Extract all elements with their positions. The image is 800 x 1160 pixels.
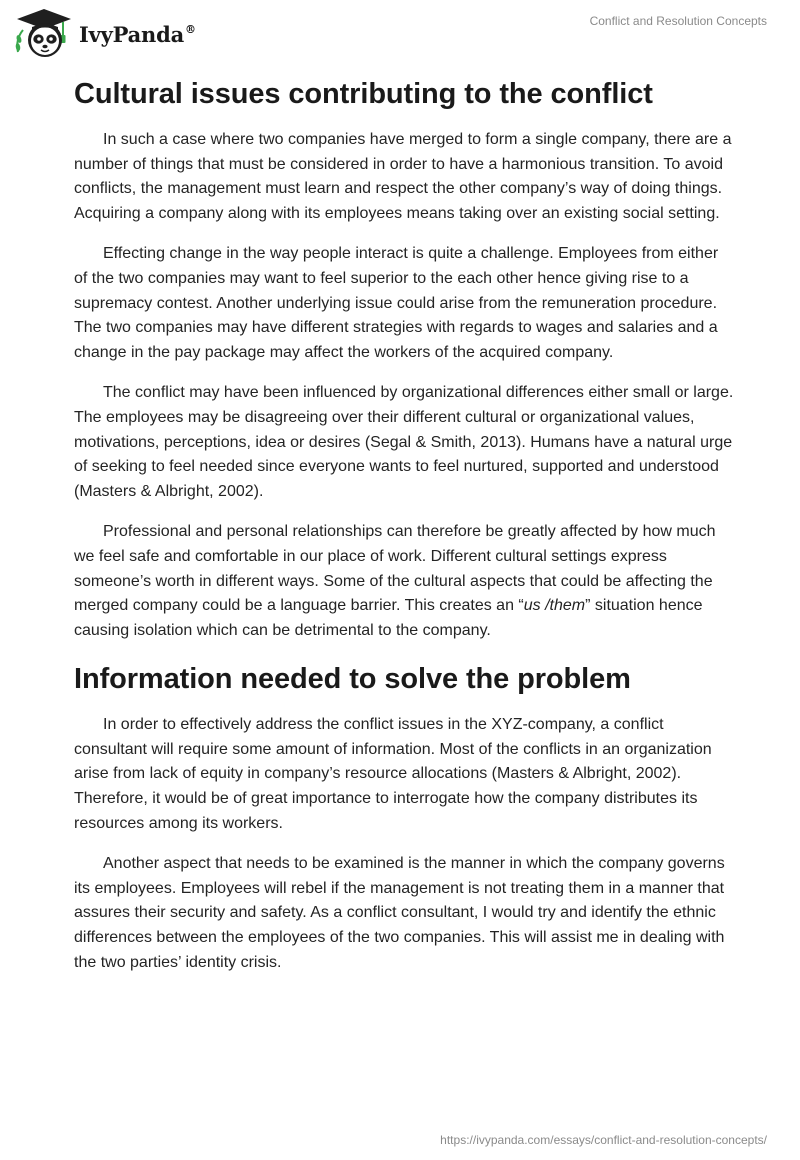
paragraph: In such a case where two companies have merged to form a single company, there are a number of things that must be considered in order to have a harmonious transition. To avoid conflicts, the management must learn and respect the other company’s way of doing things. Acquiring a company along with its employees means taking over an existing social setting. [74,131,732,222]
paragraph: In order to effectively address the conflict issues in the XYZ-company, a conflict consultant will require some amount of information. Most of the conflicts in an organization arise from lack of equity in company’s resource allocations (Masters & Albright, 2002). Therefore, it would be of great importance to interrogate how the company distributes its resources among its workers. [74,716,712,832]
panda-graduate-icon [14,8,74,60]
paragraph: Another aspect that needs to be examined is the manner in which the company governs its employees. Employees will rebel if the management is not treating them in a manner that assures their security and safety. As a conflict consultant, I would try and identify the ethnic differences between the employees of the two companies. This will assist me in dealing with the two parties’ identity crisis. [74,855,725,971]
document-title: Conflict and Resolution Concepts [589,14,767,28]
paragraph-with-emphasis [74,520,734,643]
section-heading-cultural-issues: Cultural issues contributing to the conflict [74,78,653,110]
emphasis-text: us /them [523,597,586,615]
brand-name: IvyPanda® [79,21,196,47]
paragraph: The conflict may have been influenced by organizational differences either small or large. The employees may be disagreeing over their different cultural or organizational values, motivations, perceptions, idea or desires (Segal & Smith, 2013). Humans have a natural urge of seeking to feel needed since everyone wants to feel nurtured, supported and understood (Masters & Albright, 2002). [74,384,734,500]
paragraph-text: Professional and personal relationships can therefore be greatly affected by how much we feel safe and comfortable in our place of work. Different cultural settings express someone’s worth in different ways. Some of the cultural aspects that could be affecting the merged company could be a language barrier. This creates an “ [74,523,716,615]
essay-body [74,70,734,991]
paragraph-text: ” situation hence causing isolation which can be detrimental to the company. [74,597,703,639]
brand-logo[interactable] [14,8,196,60]
paragraph: Effecting change in the way people interact is quite a challenge. Employees from either of the two companies may want to feel superior to the each other hence giving rise to a supremacy contest. Another underlying issue could arise from the remuneration procedure. The two companies may have different strategies with regards to wages and salaries and a change in the pay package may affect the workers of the acquired company. [74,245,719,361]
section-heading-information-needed: Information needed to solve the problem [74,663,631,696]
source-url[interactable]: https://ivypanda.com/essays/conflict-and-resolution-concepts/ [440,1133,767,1147]
page-header [0,0,800,70]
